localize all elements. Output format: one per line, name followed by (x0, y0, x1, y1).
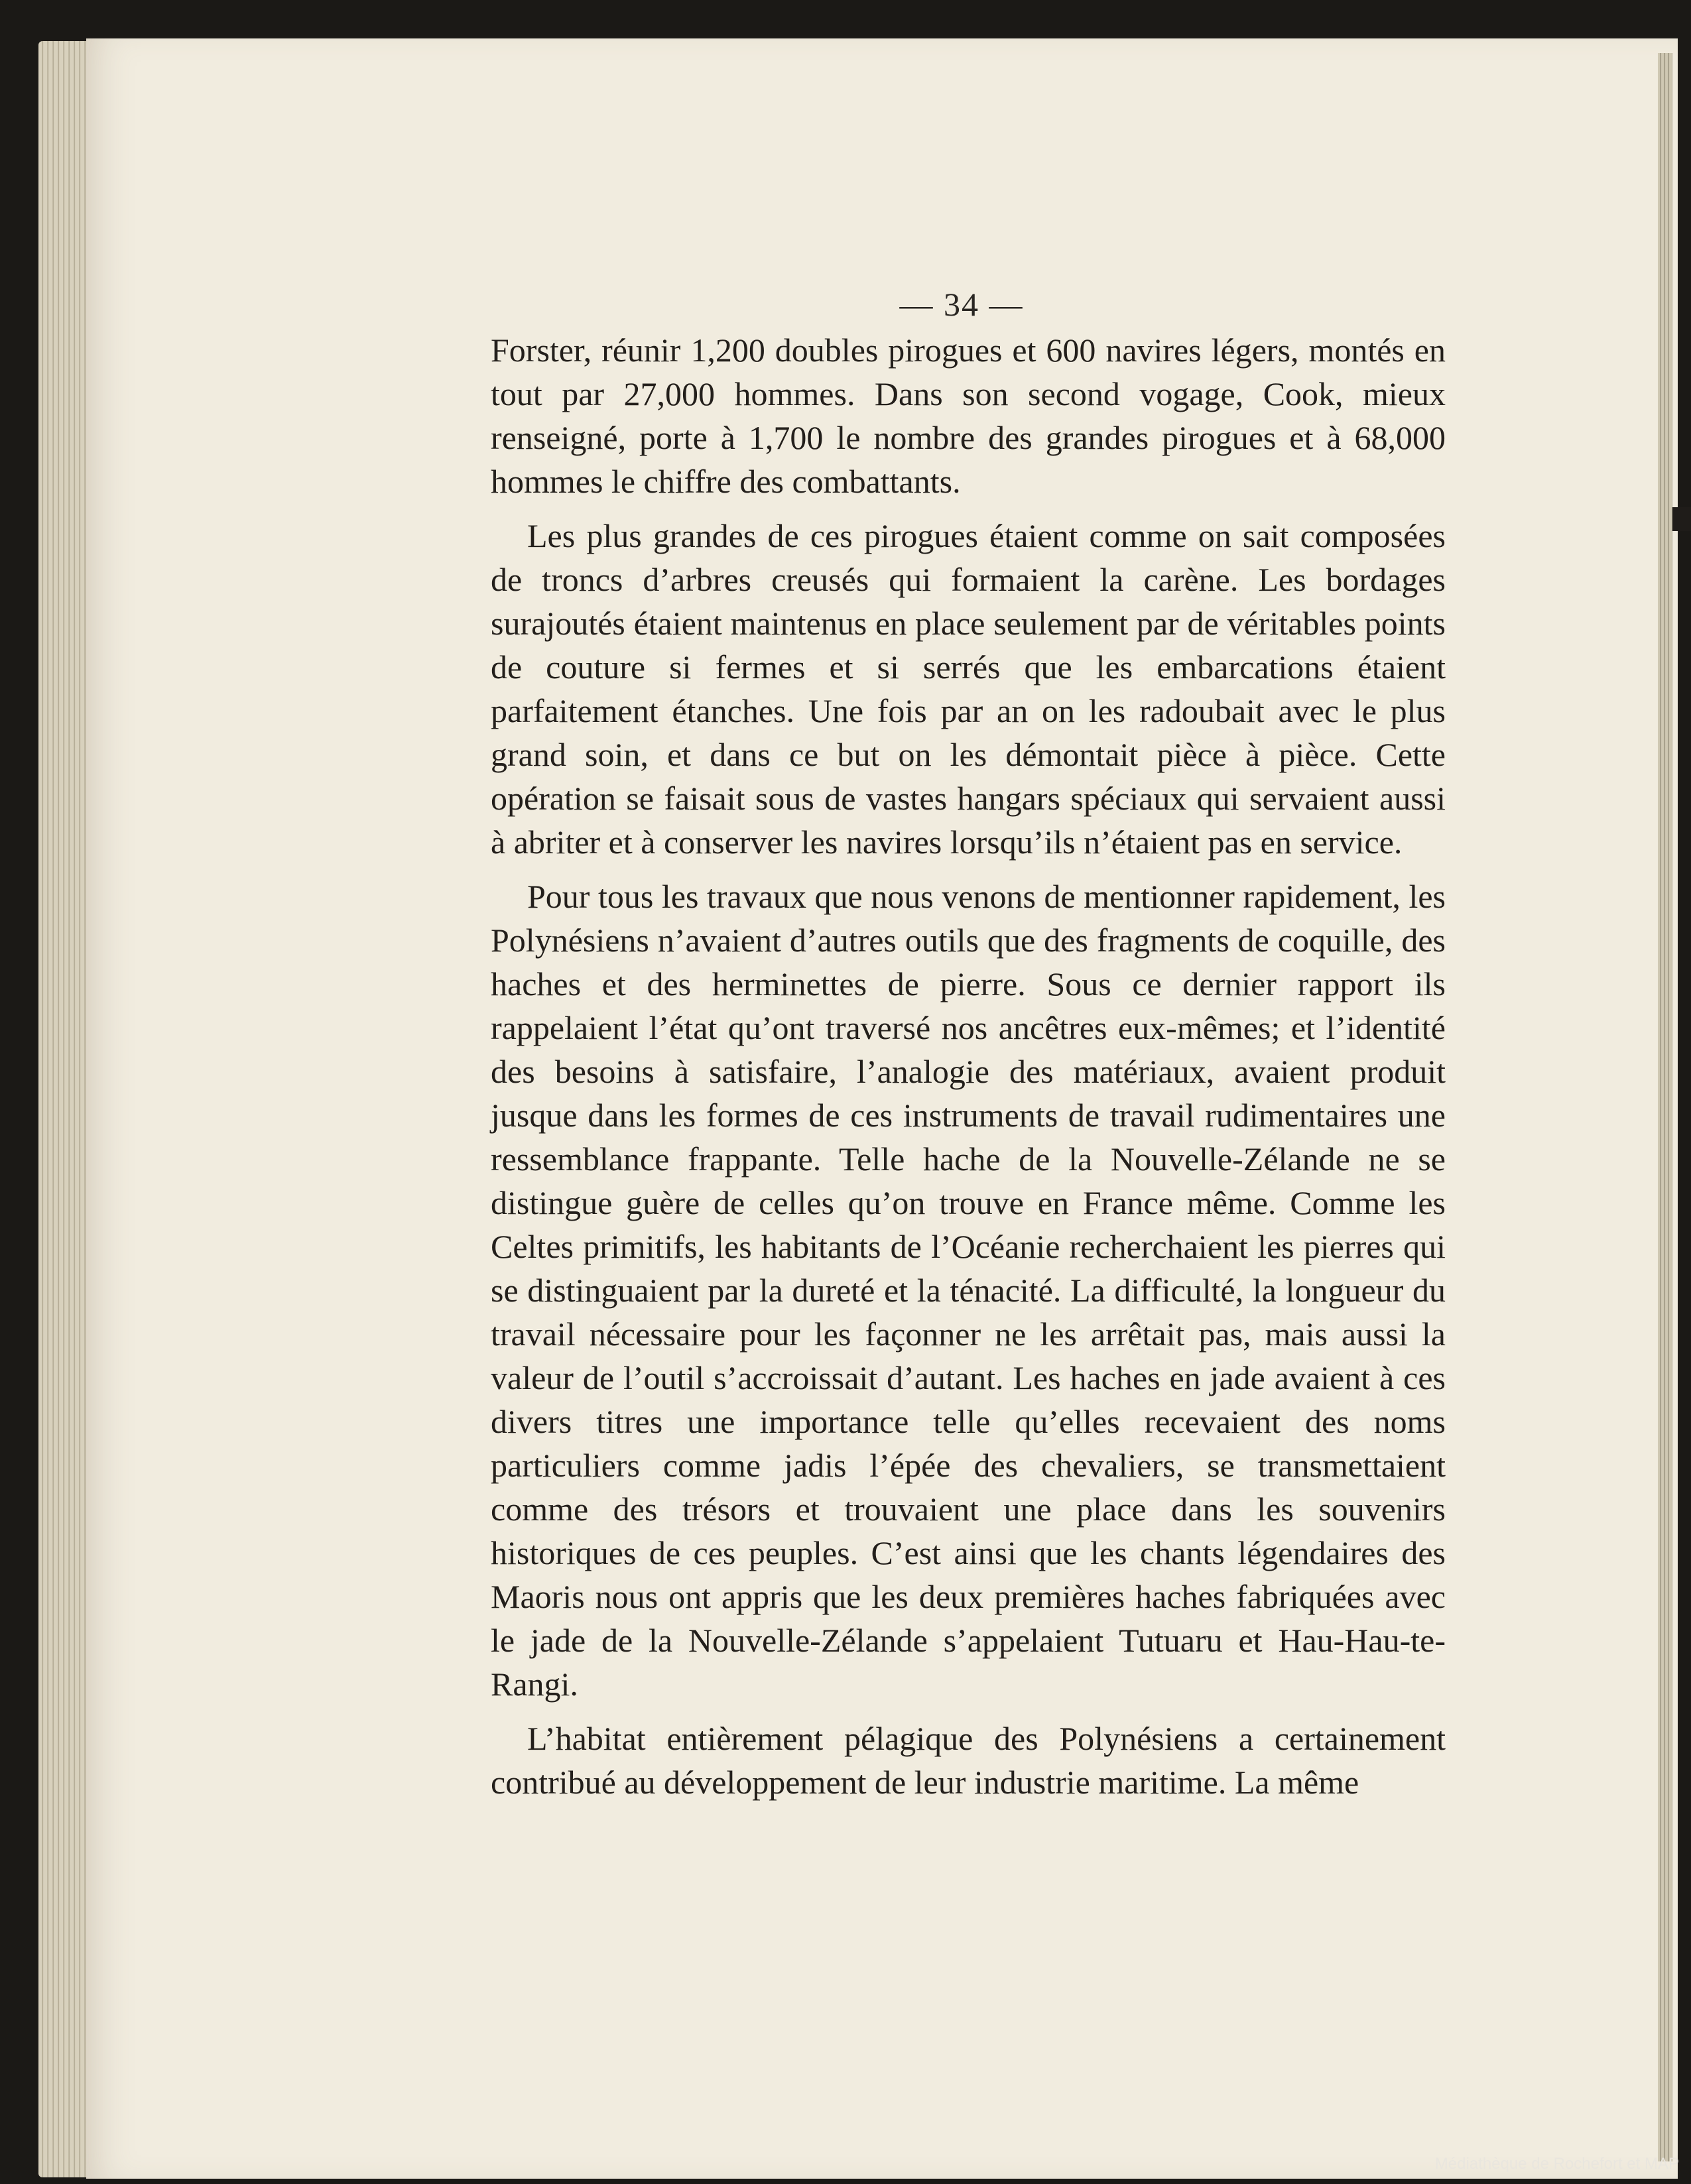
page-number: — 34 — (899, 286, 1024, 323)
paragraph-1: Forster, réunir 1,200 doubles pirogues et 600 navires légers, montés en tout par 27,000 hommes. Dans son second vogage, Cook, mieux renseigné, porte à 1,700 le nombre des grandes pirogues et à 68,000 hommes le chiffre des combattants. (491, 332, 1446, 500)
margin-tab-mark (1672, 507, 1691, 531)
paragraph-4: L’habitat entièrement pélagique des Polynésiens a certainement contribué au développement de leur industrie maritime. La même (491, 1720, 1446, 1801)
paragraph-3: Pour tous les travaux que nous venons de mentionner rapidement, les Polynésiens n’avaient d’autres outils que des fragments de coquille, des haches et des herminettes de pierre. Sous ce dernier rapport ils rappelaient l’état qu’ont traversé nos ancêtres eux-mêmes; et l’identité des besoins à satisfaire, l’analogie des matériaux, avaient produit jusque dans les formes de ces instruments de travail rudimentaires une ressemblance frappante. Telle hache de la Nouvelle-Zélande ne se distingue guère de celles qu’on trouve en France même. Comme les Celtes primitifs, les habitants de l’Océanie recherchaient les pierres qui se distinguaient par la dureté et la ténacité. La difficulté, la longueur du travail nécessaire pour les façonner ne les arrêtait pas, mais aussi la valeur de l’outil s’accroissait d’autant. Les haches en jade avaient à ces divers titres une importance telle qu’elles recevaient des noms particuliers comme jadis l’épée des chevaliers, se transmettaient comme des trésors et trouvaient une place dans les souvenirs historiques de ces peuples. C’est ainsi que les chants légendaires des Maoris nous ont appris que les deux premières haches fabriquées avec le jade de la Nouvelle-Zélande s’appelaient Tutuaru et Hau-Hau-te-Rangi. (491, 878, 1446, 1703)
credit-watermark: Médiathèque de Rochefort et MAP (1434, 2155, 1679, 2173)
paragraph-2: Les plus grandes de ces pirogues étaient comme on sait composées de troncs d’arbres creusés qui formaient la carène. Les bordages surajoutés étaient maintenus en place seulement par de véritables points de couture si fermes et si serrés que les embarcations étaient parfaitement étanches. Une fois par an on les radoubait avec le plus grand soin, et dans ce but on les démontait pièce à pièce. Cette opération se faisait sous de vastes hangars spéciaux qui servaient aussi à abriter et à conserver les navires lorsqu’ils n’étaient pas en service. (491, 517, 1446, 861)
body-text (491, 328, 1446, 1804)
page-right-edge (1658, 53, 1672, 2161)
